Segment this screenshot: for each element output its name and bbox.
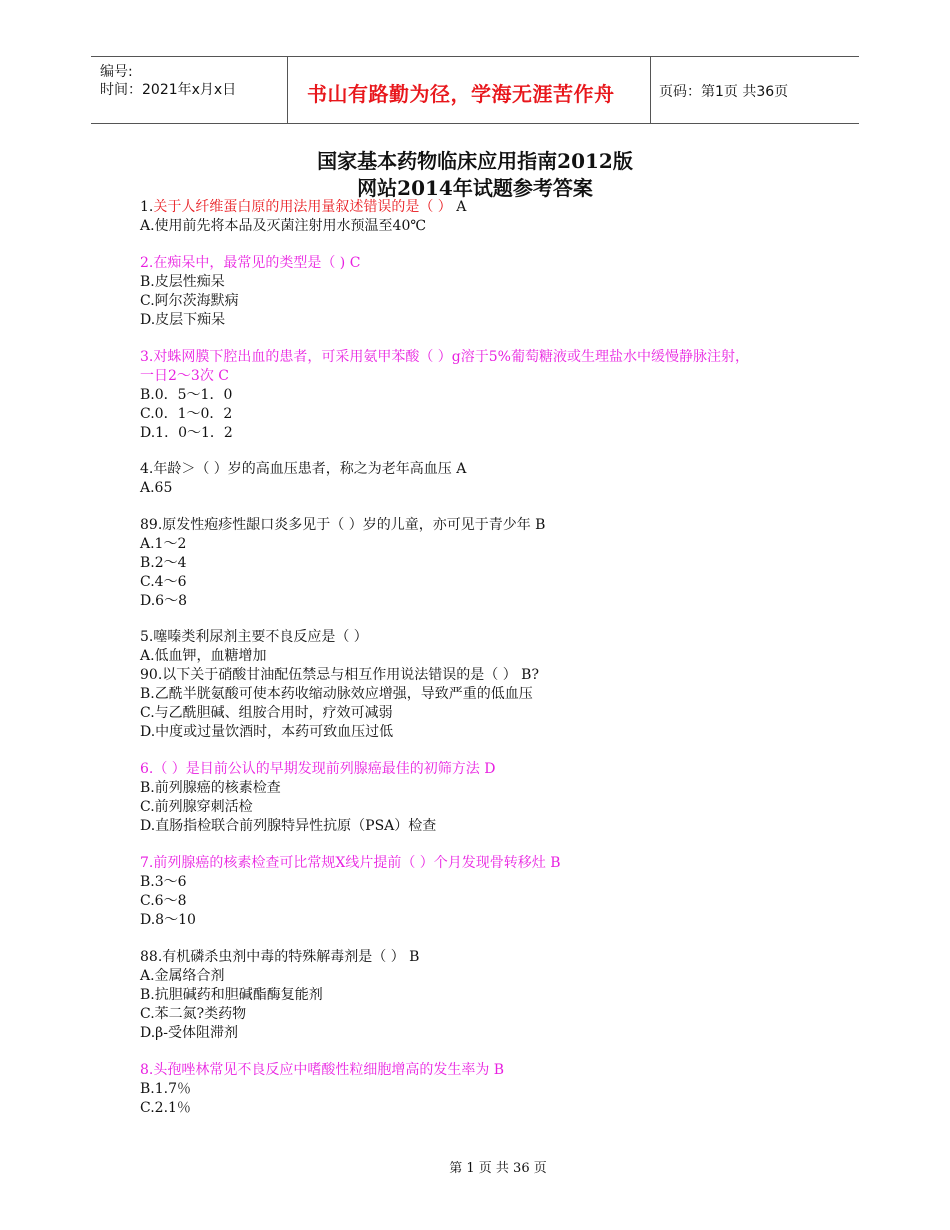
time-label: 时间：2021年x月x日 — [100, 82, 237, 98]
text-line: 4.年龄＞（ ）岁的高血压患者，称之为老年高血压 A — [140, 461, 467, 477]
text-line: C.阿尔茨海默病 — [140, 293, 239, 309]
text-line: A.低血钾，血糖增加 — [140, 648, 267, 664]
question-line — [140, 348, 749, 366]
question-text: 对蛛网膜下腔出血的患者，可采用氨甲苯酸（ ）g溶于5%葡萄糖液或生理盐水中缓慢静脉注射， — [153, 349, 749, 365]
text-line: D.中度或过量饮酒时，本药可致血压过低 — [140, 724, 394, 740]
text-line: D.8～10 — [140, 912, 196, 928]
question-line — [140, 854, 561, 872]
header-page-cell — [651, 57, 859, 123]
text-line: B.前列腺癌的核素检查 — [140, 780, 281, 796]
text-line: B.2～4 — [140, 555, 187, 571]
text-line: 88.有机磷杀虫剂中毒的特殊解毒剂是（ ） B — [140, 949, 420, 965]
page-number-label: 页码：第1页 共36页 — [659, 84, 789, 100]
text-line: B.3～6 — [140, 874, 187, 890]
question-line — [140, 367, 229, 385]
document-title-line1: 国家基本药物临床应用指南2012版 — [317, 149, 633, 173]
footer-page-count: 第 1 页 共 36 页 — [449, 1161, 547, 1176]
text-line: C.苯二氮?类药物 — [140, 1006, 247, 1022]
question-text: 在痴呆中，最常见的类型是（ ) — [153, 255, 346, 271]
question-line — [140, 198, 466, 216]
text-line: D.直肠指检联合前列腺特异性抗原（PSA）检查 — [140, 818, 437, 834]
page-footer — [0, 1157, 950, 1176]
text-line: C.6～8 — [140, 893, 187, 909]
text-line: B.0．5～1．0 — [140, 387, 233, 403]
header-motto-cell — [287, 57, 651, 123]
text-line: A.1～2 — [140, 536, 187, 552]
text-line: D.β-受体阻滞剂 — [140, 1025, 238, 1041]
question-line — [140, 760, 495, 778]
answer-key: C — [345, 255, 361, 271]
text-line: B.乙酰半胱氨酸可使本药收缩动脉效应增强，导致严重的低血压 — [140, 686, 533, 702]
number-label: 编号: — [100, 64, 133, 80]
question-text: 前列腺癌的核素检查可比常规X线片提前（ ）个月发现骨转移灶 B — [153, 855, 561, 871]
question-number: 2. — [140, 255, 154, 271]
question-text: 一日2～3次 — [140, 368, 214, 384]
question-number: 3. — [140, 349, 154, 365]
text-line: C.2.1％ — [140, 1100, 191, 1116]
text-line: C.0．1～0．2 — [140, 406, 233, 422]
text-line: D.6～8 — [140, 593, 187, 609]
text-line: D.1．0～1．2 — [140, 425, 233, 441]
question-number: 7. — [140, 855, 154, 871]
question-line — [140, 1061, 504, 1079]
question-number: 1. — [140, 199, 154, 215]
text-line: B.皮层性痴呆 — [140, 274, 225, 290]
text-line: A.使用前先将本品及灭菌注射用水预温至40℃ — [140, 218, 427, 234]
answer-key: A — [451, 199, 467, 215]
header-meta-cell — [91, 57, 288, 123]
question-line — [140, 254, 360, 272]
question-number: 8. — [140, 1062, 154, 1078]
text-line: C.前列腺穿刺活检 — [140, 799, 253, 815]
text-line: A.金属络合剂 — [140, 968, 225, 984]
text-line: 5.噻嗪类利尿剂主要不良反应是（ ） — [140, 629, 368, 645]
text-line: C.与乙酰胆碱、组胺合用时，疗效可减弱 — [140, 705, 393, 721]
text-line: 90.以下关于硝酸甘油配伍禁忌与相互作用说法错误的是（ ） B? — [140, 667, 539, 683]
question-text: 头孢唑林常见不良反应中嗜酸性粒细胞增高的发生率为 B — [153, 1062, 505, 1078]
motto: 书山有路勤为径，学海无涯苦作舟 — [307, 82, 615, 106]
document-title-line2: 网站2014年试题参考答案 — [357, 176, 593, 200]
question-number: 6. — [140, 761, 154, 777]
text-line: D.皮层下痴呆 — [140, 312, 226, 328]
text-line: C.4～6 — [140, 574, 187, 590]
text-line: B.1.7％ — [140, 1081, 192, 1097]
document-header — [91, 56, 859, 124]
question-text: 关于人纤维蛋白原的用法用量叙述错误的是（ ） — [153, 199, 452, 215]
text-line: B.抗胆碱药和胆碱酯酶复能剂 — [140, 987, 323, 1003]
answer-key: C — [213, 368, 229, 384]
text-line: 89.原发性疱疹性龈口炎多见于（ ）岁的儿童，亦可见于青少年 B — [140, 517, 546, 533]
text-line: A.65 — [140, 480, 173, 496]
question-text: （ ）是目前公认的早期发现前列腺癌最佳的初筛方法 D — [153, 761, 496, 777]
